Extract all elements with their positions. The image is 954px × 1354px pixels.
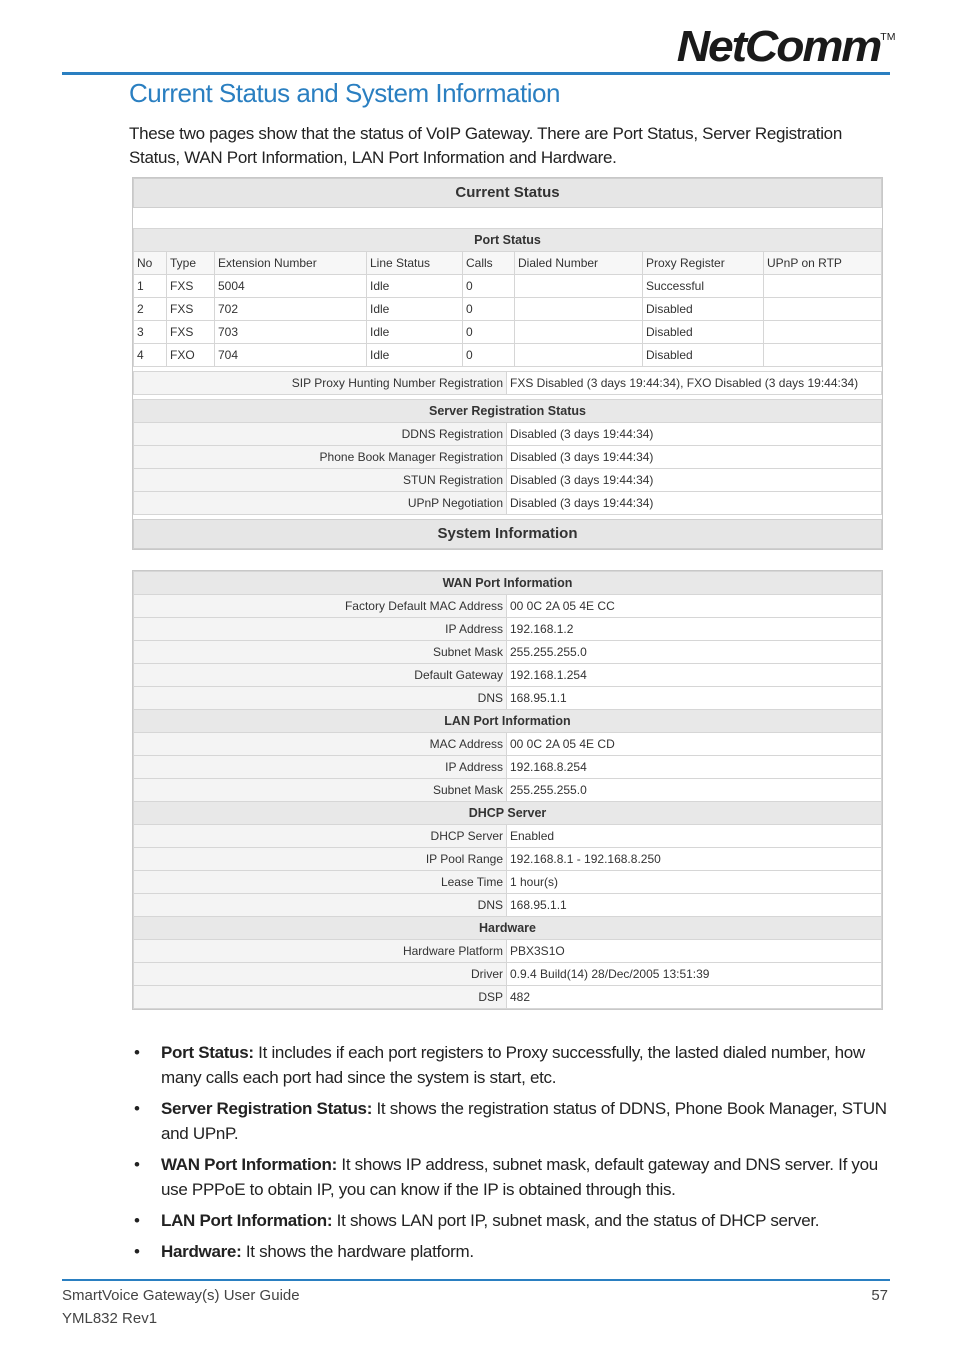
wan-port-row: [134, 618, 882, 641]
footer-page-number: 57: [871, 1287, 888, 1304]
lan-port-value: 255.255.255.0: [507, 779, 882, 802]
port-cell: FXS: [167, 298, 215, 321]
hardware-label: Hardware Platform: [134, 940, 507, 963]
lan-port-title-row: [134, 710, 882, 733]
server-registration-row: [134, 469, 882, 492]
port-status-title: Port Status: [134, 229, 882, 252]
system-information-panel: [132, 570, 883, 1010]
lan-port-label: MAC Address: [134, 733, 507, 756]
wan-port-label: Subnet Mask: [134, 641, 507, 664]
bullet-dot: •: [134, 1211, 140, 1230]
current-status-title: Current Status: [133, 178, 882, 208]
wan-port-label: Default Gateway: [134, 664, 507, 687]
port-row: [134, 344, 882, 367]
dhcp-server-row: [134, 871, 882, 894]
port-cell: 1: [134, 275, 167, 298]
server-registration-row: [134, 423, 882, 446]
port-cell: [515, 275, 643, 298]
hunting-row: [134, 372, 882, 395]
bullet-dot: •: [134, 1242, 140, 1261]
dhcp-server-row: [134, 848, 882, 871]
bullet-text: It shows IP address, subnet mask, default gateway and DNS server. If you use PPPoE to obtain IP, you can know if the IP is obtained through this.: [161, 1155, 878, 1199]
column-header: Type: [167, 252, 215, 275]
hardware-label: DSP: [134, 986, 507, 1009]
bullet-text: It shows the registration status of DDNS, Phone Book Manager, STUN and UPnP.: [161, 1099, 887, 1143]
column-header: Dialed Number: [515, 252, 643, 275]
server-registration-value: Disabled (3 days 19:44:34): [507, 423, 882, 446]
bullet-term: Port Status:: [161, 1043, 254, 1062]
port-cell: 2: [134, 298, 167, 321]
wan-port-value: 00 0C 2A 05 4E CC: [507, 595, 882, 618]
port-cell: Disabled: [643, 344, 764, 367]
bullet-text: It shows LAN port IP, subnet mask, and the status of DHCP server.: [332, 1211, 820, 1230]
system-info-table: [133, 571, 882, 1009]
server-registration-label: UPnP Negotiation: [134, 492, 507, 515]
port-cell: [764, 275, 882, 298]
server-registration-row: [134, 492, 882, 515]
wan-port-row: [134, 641, 882, 664]
hardware-title: Hardware: [134, 917, 882, 940]
port-status-table: [133, 228, 882, 367]
wan-port-title-row: [134, 572, 882, 595]
column-header: Proxy Register: [643, 252, 764, 275]
hunting-value: FXS Disabled (3 days 19:44:34), FXO Disabled (3 days 19:44:34): [507, 372, 882, 395]
bullet-term: LAN Port Information:: [161, 1211, 333, 1230]
hardware-label: Driver: [134, 963, 507, 986]
port-cell: Idle: [367, 298, 463, 321]
port-cell: Idle: [367, 344, 463, 367]
hardware-value: PBX3S1O: [507, 940, 882, 963]
dhcp-server-value: Enabled: [507, 825, 882, 848]
port-cell: FXS: [167, 275, 215, 298]
port-cell: 0: [463, 344, 515, 367]
header-rule: [62, 72, 890, 75]
dhcp-server-title: DHCP Server: [134, 802, 882, 825]
wan-port-value: 192.168.1.2: [507, 618, 882, 641]
current-status-panel: [132, 177, 883, 550]
wan-port-row: [134, 664, 882, 687]
server-registration-label: STUN Registration: [134, 469, 507, 492]
lan-port-row: [134, 779, 882, 802]
dhcp-server-value: 192.168.8.1 - 192.168.8.250: [507, 848, 882, 871]
lan-port-value: 192.168.8.254: [507, 756, 882, 779]
wan-port-title: WAN Port Information: [134, 572, 882, 595]
port-cell: 704: [215, 344, 367, 367]
page-title: Current Status and System Information: [129, 78, 560, 108]
bullet-term: Server Registration Status:: [161, 1099, 373, 1118]
wan-port-label: DNS: [134, 687, 507, 710]
port-status-header-row: [134, 252, 882, 275]
footer-guide: SmartVoice Gateway(s) User Guide: [62, 1287, 300, 1304]
server-registration-value: Disabled (3 days 19:44:34): [507, 492, 882, 515]
port-cell: 0: [463, 298, 515, 321]
bullet-list: [129, 1040, 894, 1270]
bullet-term: WAN Port Information:: [161, 1155, 337, 1174]
footer-revision: YML832 Rev1: [62, 1310, 158, 1327]
server-registration-label: Phone Book Manager Registration: [134, 446, 507, 469]
server-registration-table: [133, 399, 882, 515]
hardware-value: 0.9.4 Build(14) 28/Dec/2005 13:51:39: [507, 963, 882, 986]
column-header: Line Status: [367, 252, 463, 275]
lan-port-label: IP Address: [134, 756, 507, 779]
port-cell: 0: [463, 275, 515, 298]
system-information-title: System Information: [133, 519, 882, 549]
lan-port-row: [134, 756, 882, 779]
bullet-text: It includes if each port registers to Proxy successfully, the lasted dialed number, how many calls each port had since the system is start, etc.: [161, 1043, 865, 1087]
hardware-row: [134, 963, 882, 986]
column-header: No: [134, 252, 167, 275]
dhcp-server-row: [134, 894, 882, 917]
port-cell: [764, 321, 882, 344]
dhcp-server-value: 168.95.1.1: [507, 894, 882, 917]
column-header: Extension Number: [215, 252, 367, 275]
bullet-item: [129, 1096, 894, 1146]
lan-port-value: 00 0C 2A 05 4E CD: [507, 733, 882, 756]
bullet-item: [129, 1208, 894, 1233]
dhcp-server-title-row: [134, 802, 882, 825]
port-cell: 0: [463, 321, 515, 344]
dhcp-server-label: IP Pool Range: [134, 848, 507, 871]
hunting-table: [133, 371, 882, 395]
bullet-dot: •: [134, 1099, 140, 1118]
bullet-text: It shows the hardware platform.: [241, 1242, 474, 1261]
port-status-title-row: [134, 229, 882, 252]
hardware-row: [134, 940, 882, 963]
port-cell: [515, 344, 643, 367]
port-row: [134, 275, 882, 298]
port-cell: [515, 321, 643, 344]
dhcp-server-label: DNS: [134, 894, 507, 917]
hardware-value: 482: [507, 986, 882, 1009]
hardware-title-row: [134, 917, 882, 940]
intro-paragraph: These two pages show that the status of VoIP Gateway. There are Port Status, Server Registration Status, WAN Port Information, LAN Port Information and Hardware.: [129, 124, 842, 167]
dhcp-server-label: Lease Time: [134, 871, 507, 894]
server-registration-row: [134, 446, 882, 469]
bullet-term: Hardware:: [161, 1242, 242, 1261]
wan-port-label: IP Address: [134, 618, 507, 641]
bullet-item: [129, 1152, 894, 1202]
port-cell: 702: [215, 298, 367, 321]
port-cell: 3: [134, 321, 167, 344]
port-cell: Idle: [367, 275, 463, 298]
wan-port-row: [134, 595, 882, 618]
port-cell: Disabled: [643, 298, 764, 321]
server-registration-label: DDNS Registration: [134, 423, 507, 446]
bullet-item: [129, 1239, 894, 1264]
column-header: UPnP on RTP: [764, 252, 882, 275]
footer-rule: [62, 1279, 890, 1281]
wan-port-label: Factory Default MAC Address: [134, 595, 507, 618]
wan-port-value: 168.95.1.1: [507, 687, 882, 710]
port-row: [134, 321, 882, 344]
port-cell: Successful: [643, 275, 764, 298]
port-cell: 703: [215, 321, 367, 344]
lan-port-title: LAN Port Information: [134, 710, 882, 733]
port-cell: [764, 298, 882, 321]
wan-port-value: 255.255.255.0: [507, 641, 882, 664]
server-registration-title: Server Registration Status: [134, 400, 882, 423]
hunting-label: SIP Proxy Hunting Number Registration: [134, 372, 507, 395]
dhcp-server-row: [134, 825, 882, 848]
server-registration-value: Disabled (3 days 19:44:34): [507, 469, 882, 492]
dhcp-server-label: DHCP Server: [134, 825, 507, 848]
dhcp-server-value: 1 hour(s): [507, 871, 882, 894]
port-cell: Idle: [367, 321, 463, 344]
wan-port-row: [134, 687, 882, 710]
port-row: [134, 298, 882, 321]
port-cell: Disabled: [643, 321, 764, 344]
port-cell: [515, 298, 643, 321]
column-header: Calls: [463, 252, 515, 275]
port-cell: FXS: [167, 321, 215, 344]
netcomm-logo: NetComm™: [676, 22, 896, 71]
bullet-item: [129, 1040, 894, 1090]
bullet-dot: •: [134, 1043, 140, 1062]
port-cell: FXO: [167, 344, 215, 367]
port-cell: [764, 344, 882, 367]
hardware-row: [134, 986, 882, 1009]
port-cell: 4: [134, 344, 167, 367]
lan-port-row: [134, 733, 882, 756]
server-registration-value: Disabled (3 days 19:44:34): [507, 446, 882, 469]
bullet-dot: •: [134, 1155, 140, 1174]
lan-port-label: Subnet Mask: [134, 779, 507, 802]
wan-port-value: 192.168.1.254: [507, 664, 882, 687]
server-registration-title-row: [134, 400, 882, 423]
port-cell: 5004: [215, 275, 367, 298]
